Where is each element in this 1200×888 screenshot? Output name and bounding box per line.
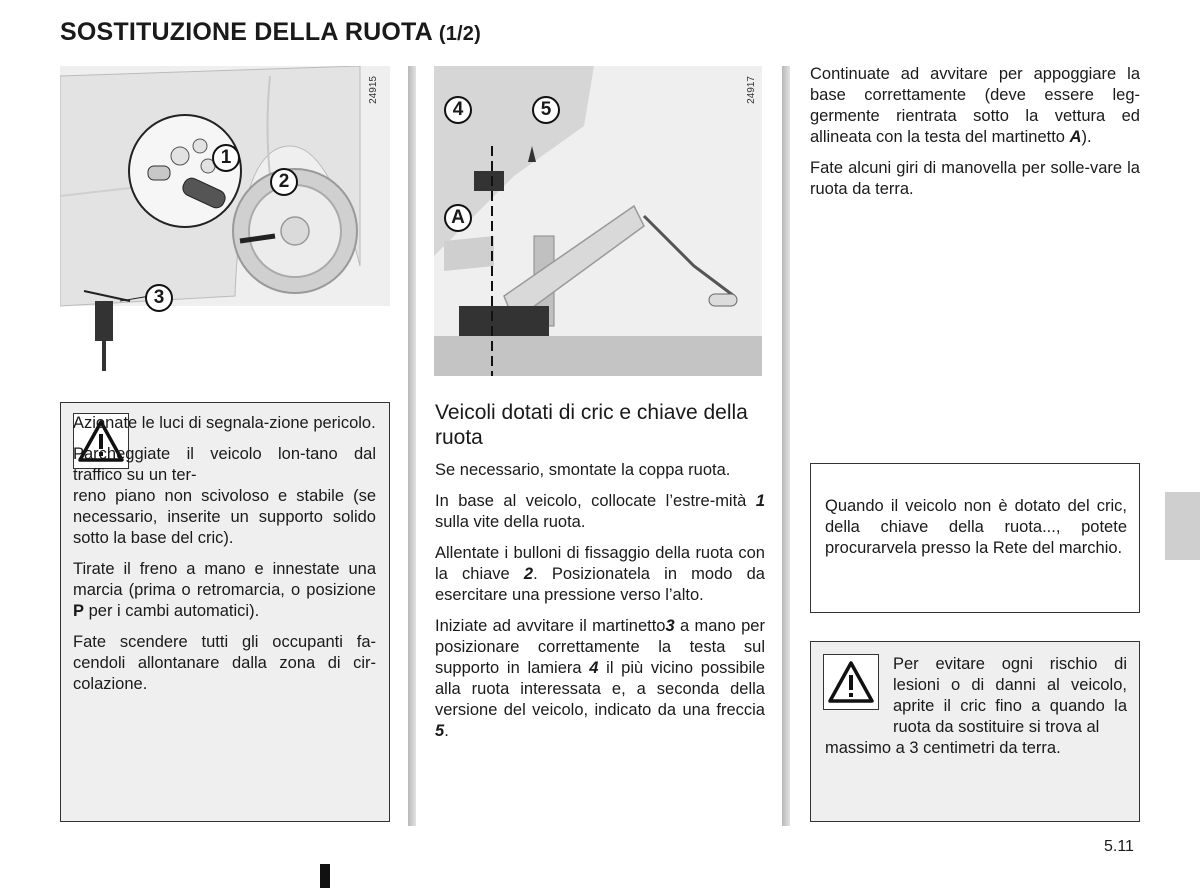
callout-4: 4 <box>444 96 472 124</box>
warning-text-right <box>825 654 1127 759</box>
note-box <box>810 463 1140 613</box>
warning-left-p2b: reno piano non scivoloso e stabile (se necessario, inserite un supporto solido sotto la base del cric). <box>73 487 376 547</box>
callout-1: 1 <box>212 144 240 172</box>
note-text: Quando il veicolo non è dotato del cric, della chiave della ruota..., potete procurarvela presso la Rete del marchio. <box>825 497 1127 557</box>
chapter-tab-marker <box>1165 492 1200 560</box>
warning-left-p4: Fate scendere tutti gli occupanti fa-cendoli allontanare dalla zona di cir-colazione. <box>73 633 376 693</box>
callout-a: A <box>444 204 472 232</box>
figure-jack <box>434 66 762 376</box>
middle-column <box>435 400 765 752</box>
figure-wheel-wrench <box>60 66 390 386</box>
page-edge-mark <box>320 864 330 888</box>
right-column-text <box>810 64 1140 210</box>
middle-p3: Allentate i bulloni di fissaggio della ruota con la chiave 2. Posizionatela in modo da esercitare una pressione verso l’alto. <box>435 544 765 604</box>
middle-p4: Iniziate ad avvitare il martinetto3 a mano per posizionare correttamente la testa sul supporto in lamiera 4 il più vicino possibile alla ruota interessata e, a seconda della versione del veicolo, indicato da una freccia 5. <box>435 617 765 740</box>
page-title-suffix: (1/2) <box>438 23 481 45</box>
jack-illustration <box>434 66 762 376</box>
warning-right-b: massimo a 3 centimetri da terra. <box>825 739 1061 757</box>
middle-p1: Se necessario, smontate la coppa ruota. <box>435 461 731 479</box>
right-p1: Continuate ad avvitare per appoggiare la base correttamente (deve essere leg-germente rientrata sotto la vettura ed allineata con la testa del martinetto A). <box>810 65 1140 146</box>
warning-box-right <box>810 641 1140 822</box>
wheel-wrench-illustration <box>60 66 390 386</box>
page-number: 5.11 <box>1104 838 1134 855</box>
page-title: SOSTITUZIONE DELLA RUOTA (1/2) <box>60 18 481 46</box>
warning-text-left <box>73 413 376 705</box>
right-p2: Fate alcuni giri di manovella per solle-vare la ruota da terra. <box>810 159 1140 198</box>
figure-code-middle: 24917 <box>746 76 757 104</box>
warning-left-p3: Tirate il freno a mano e innestate una marcia (prima o retromarcia, o posizione P per i cambi automatici). <box>73 560 376 620</box>
callout-3: 3 <box>145 284 173 312</box>
warning-left-p2a: Parcheggiate il veicolo lon-tano dal traffico su un ter- <box>73 445 376 484</box>
figure-code-left: 24915 <box>368 76 379 104</box>
callout-5: 5 <box>532 96 560 124</box>
column-divider-right <box>782 66 790 826</box>
middle-p2: In base al veicolo, collocate l’estre-mità 1 sulla vite della ruota. <box>435 492 765 531</box>
warning-left-p1: Azionate le luci di segnala-zione pericolo. <box>73 414 376 432</box>
warning-right-a: Per evitare ogni rischio di lesioni o di danni al veicolo, aprite il cric fino a quando la ruota da sostituire si trova al <box>893 655 1127 736</box>
warning-box-left <box>60 402 390 822</box>
section-heading: Veicoli dotati di cric e chiave della ruota <box>435 401 748 449</box>
column-divider-left <box>408 66 416 826</box>
callout-2: 2 <box>270 168 298 196</box>
